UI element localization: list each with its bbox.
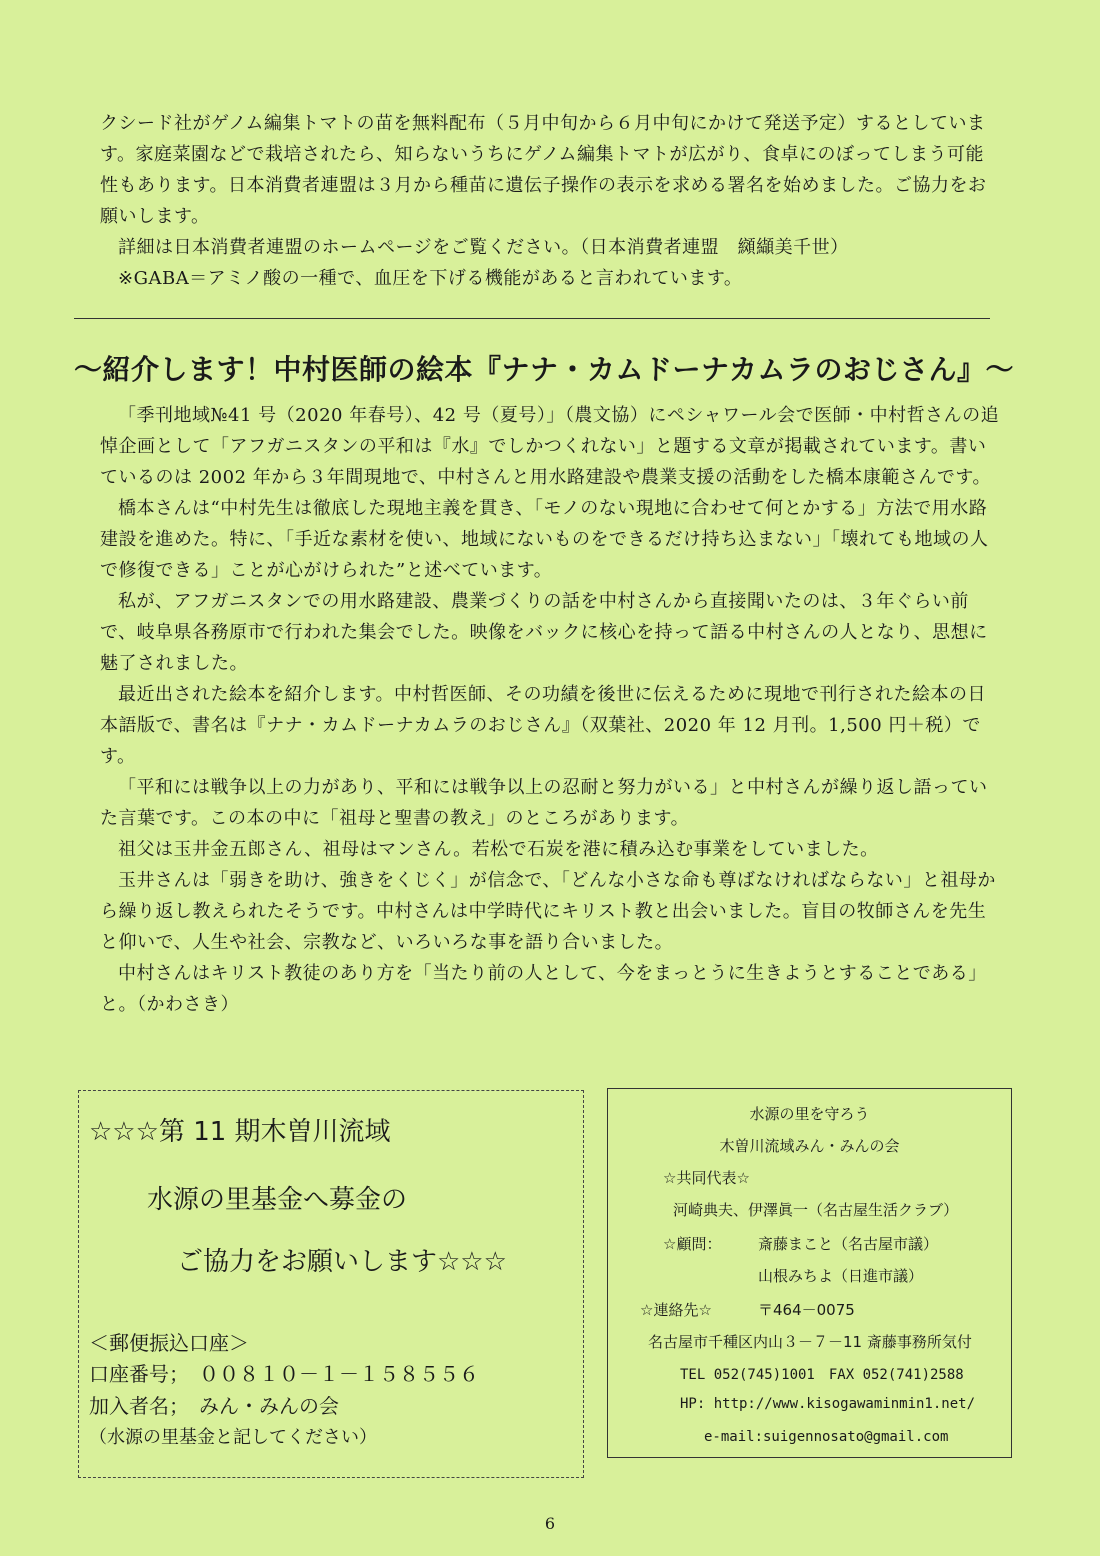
article-paragraph: 「平和には戦争以上の力があり、平和には戦争以上の忍耐と努力がいる」と中村さんが繰り返し語っていた言葉です。この本の中に「祖母と聖書の教え」のところがあります。 bbox=[100, 777, 988, 829]
postal-code: 〒464－0075 bbox=[758, 1301, 855, 1319]
account-note: （水源の里基金と記してください） bbox=[89, 1427, 377, 1448]
contact-label: ☆連絡先☆ bbox=[640, 1301, 712, 1319]
article-paragraph: 最近出された絵本を紹介します。中村哲医師、その功績を後世に伝えるために現地で刊行された絵本の日本語版で、書名は『ナナ・カムドーナカムラのおじさん』（双葉社、2020 年 12 月刊。1,500 円＋税）です。 bbox=[100, 684, 987, 767]
intro-paragraph: クシード社がゲノム編集トマトの苗を無料配布（５月中旬から６月中旬にかけて発送予定）するとしています。家庭菜園などで栽培されたら、知らないうちにゲノム編集トマトが広がり、食卓にのぼってしまう可能性もあります。日本消費者連盟は３月から種苗に遺伝子操作の表示を求める署名を始めました。ご協力をお願いします。 bbox=[100, 113, 987, 227]
article-paragraph: 玉井さんは「弱きを助け、強きをくじく」が信念で、「どんな小さな命も尊ばなければならない」と祖母から繰り返し教えられたそうです。中村さんは中学時代にキリスト教と出会いました。盲目の牧師さんを先生と仰いで、人生や社会、宗教など、いろいろな事を語り合いました。 bbox=[100, 870, 996, 953]
fund-title-line1: ☆☆☆第 11 期木曽川流域 bbox=[89, 1117, 391, 1147]
page-number: 6 bbox=[544, 1514, 556, 1533]
advisor-2: 山根みちよ（日進市議） bbox=[758, 1267, 924, 1285]
fund-title-line2: 水源の里基金へ募金の bbox=[147, 1185, 408, 1215]
intro-details-line: 詳細は日本消費者連盟のホームページをご覧ください。（日本消費者連盟 纐纈美千世） bbox=[118, 237, 849, 258]
representatives-label: ☆共同代表☆ bbox=[663, 1169, 750, 1187]
intro-section bbox=[100, 108, 1000, 294]
advisor-1: 斎藤まこと（名古屋市議） bbox=[758, 1235, 939, 1253]
article-paragraph: 「季刊地域№41 号（2020 年春号）、42 号（夏号）」（農文協）にペシャワール会で医師・中村哲さんの追悼企画として「アフガニスタンの平和は『水』でしかつくれない」と題する文章が掲載されています。書いているのは 2002 年から３年間現地で、中村さんと用水路建設や農業支援の活動をした橋本康範さんです。 bbox=[100, 405, 1000, 488]
tel-fax: TEL 052(745)1001 FAX 052(741)2588 bbox=[680, 1367, 964, 1383]
account-number: 口座番号； ００８１０－１－１５８５５６ bbox=[89, 1362, 479, 1386]
address: 名古屋市千種区内山３－７－11 斎藤事務所気付 bbox=[648, 1333, 972, 1351]
fund-appeal-box bbox=[78, 1090, 584, 1478]
section-divider bbox=[74, 318, 990, 319]
email-link[interactable]: e-mail:suigennosato@gmail.com bbox=[704, 1429, 949, 1445]
organization-info-box bbox=[607, 1088, 1012, 1458]
fund-title-line3: ご協力をお願いします☆☆☆ bbox=[177, 1247, 507, 1277]
account-header: ＜郵便振込口座＞ bbox=[89, 1331, 249, 1355]
article-paragraph: 中村さんはキリスト教徒のあり方を「当たり前の人として、今をまっとうに生きようとすることである」と。（かわさき） bbox=[100, 963, 987, 1015]
intro-footnote: ※GABA＝アミノ酸の一種で、血圧を下げる機能があると言われています。 bbox=[118, 268, 743, 289]
article-body bbox=[100, 400, 1000, 1020]
article-paragraph: 私が、アフガニスタンでの用水路建設、農業づくりの話を中村さんから直接聞いたのは、３年ぐらい前で、岐阜県各務原市で行われた集会でした。映像をバックに核心を持って語る中村さんの人となり、思想に魅了されました。 bbox=[100, 591, 988, 674]
account-name: 加入者名； みん・みんの会 bbox=[89, 1394, 339, 1418]
advisor-label: ☆顧問： bbox=[663, 1235, 722, 1253]
org-name: 木曽川流域みん・みんの会 bbox=[719, 1137, 900, 1155]
article-paragraph: 祖父は玉井金五郎さん、祖母はマンさん。若松で石炭を港に積み込む事業をしていました。 bbox=[118, 839, 879, 860]
org-slogan: 水源の里を守ろう bbox=[749, 1105, 870, 1123]
representatives: 河崎典夫、伊澤眞一（名古屋生活クラブ） bbox=[673, 1201, 959, 1219]
article-title: ～紹介します！中村医師の絵本『ナナ・カムドーナカムラのおじさん』～ bbox=[74, 353, 1014, 386]
article-paragraph: 橋本さんは“中村先生は徹底した現地主義を貫き、「モノのない現地に合わせて何とかする」方法で用水路建設を進めた。特に、「手近な素材を使い、地域にないものをできるだけ持ち込まない」「壊れても地域の人で修復できる」ことが心がけられた”と述べています。 bbox=[100, 498, 989, 581]
homepage-link[interactable]: HP: http://www.kisogawaminmin1.net/ bbox=[680, 1396, 976, 1412]
